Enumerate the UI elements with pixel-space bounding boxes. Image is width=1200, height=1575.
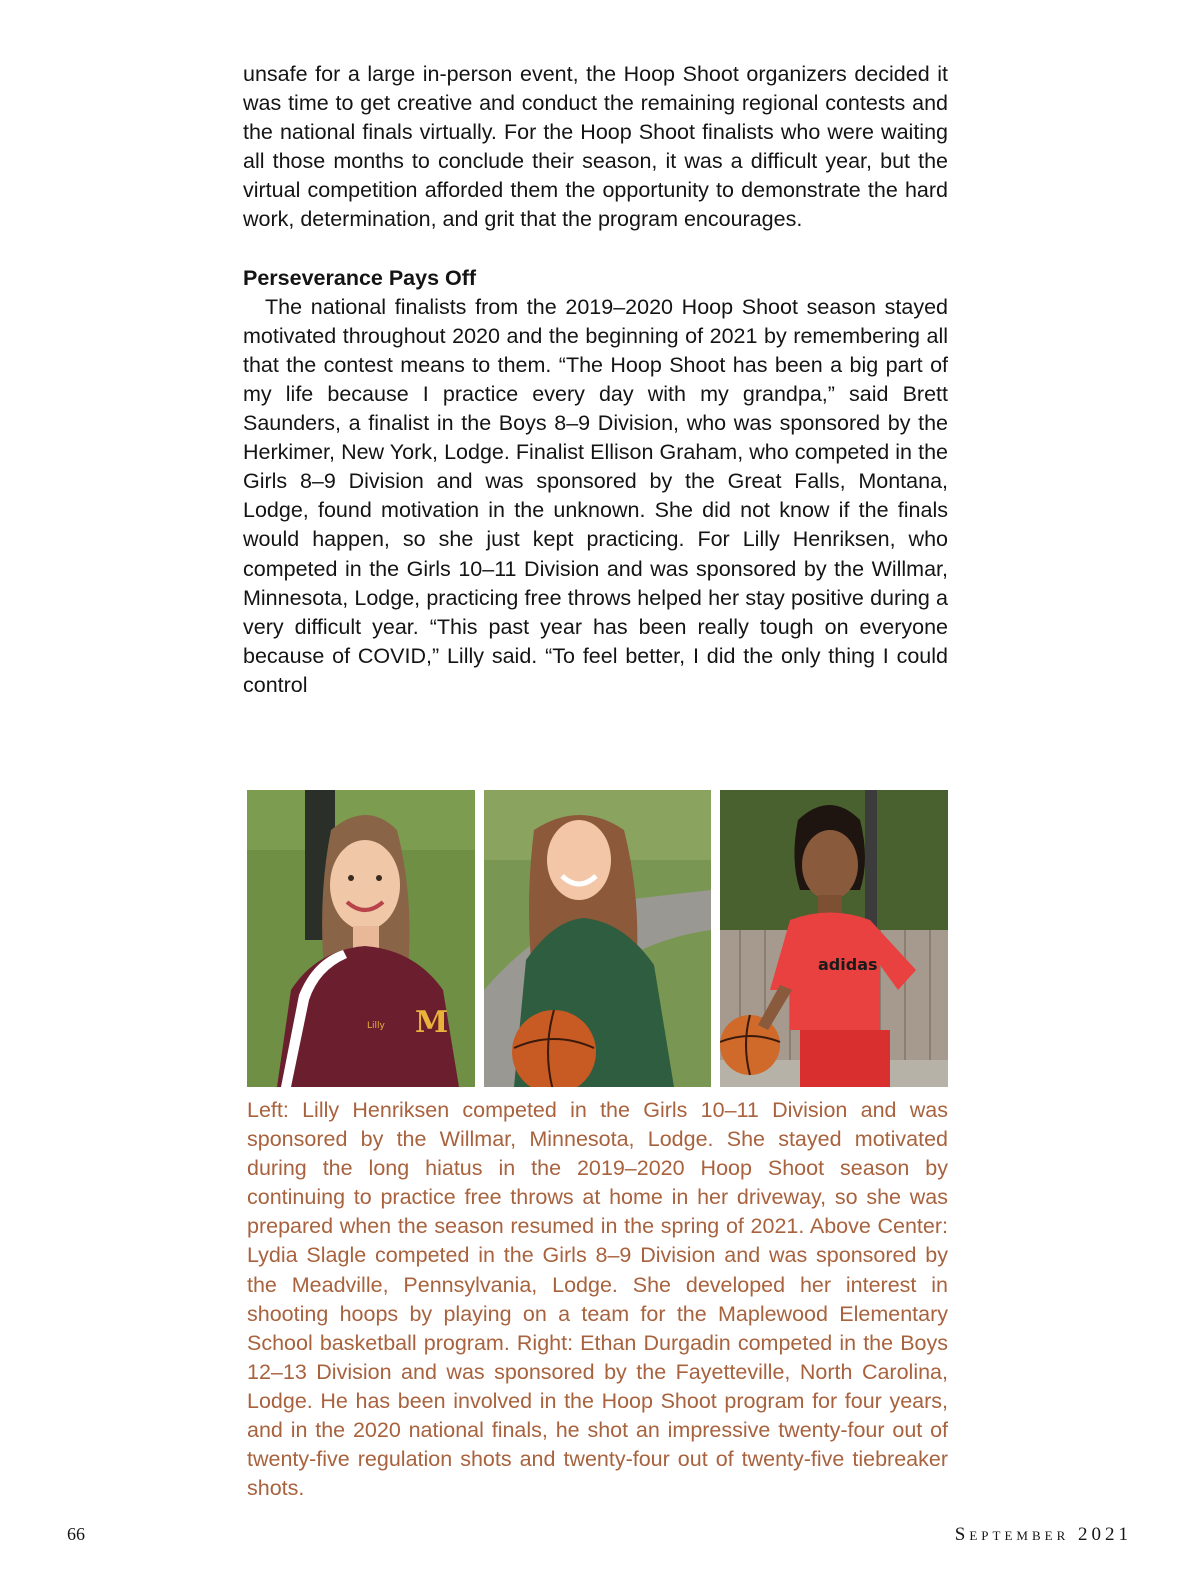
eye-left bbox=[348, 875, 354, 881]
photo-ethan-durgadin bbox=[720, 790, 948, 1087]
photo-ethan-illustration bbox=[720, 790, 948, 1087]
red-shorts bbox=[800, 1030, 890, 1087]
jacket-name: Lilly bbox=[367, 1021, 385, 1031]
photo-lydia-illustration bbox=[484, 790, 711, 1087]
shirt-brand: adidas bbox=[818, 955, 878, 974]
article-body bbox=[243, 60, 948, 700]
face bbox=[802, 830, 858, 900]
section-paragraph: The national finalists from the 2019–2020 Hoop Shoot season stayed motivated throughout 2020 and the beginning of 2021 by remembering all that the contest means to them. “The Hoop Shoot has been a big part of my life because I practice every day with my grandpa,” said Brett Saunders, a finalist in the Boys 8–9 Division, who was sponsored by the Herkimer, New York, Lodge. Finalist Ellison Graham, who competed in the Girls 8–9 Division and was sponsored by the Great Falls, Montana, Lodge, found motivation in the unknown. She did not know if the finals would happen, so she just kept practicing. For Lilly Henriksen, who competed in the Girls 10–11 Division and was sponsored by the Willmar, Minnesota, Lodge, practicing free throws helped her stay positive during a very difficult year. “This past year has been really tough on everyone because of COVID,” Lilly said. “To feel better, I did the only thing I could control bbox=[243, 294, 948, 697]
photo-strip bbox=[247, 790, 948, 1087]
neck bbox=[353, 926, 379, 948]
jacket-letter: M bbox=[415, 1005, 449, 1040]
hoop-pole bbox=[865, 790, 877, 930]
photo-lilly-henriksen bbox=[247, 790, 475, 1087]
face bbox=[547, 820, 611, 900]
photo-lilly-illustration bbox=[247, 790, 475, 1087]
intro-paragraph: unsafe for a large in-person event, the Hoop Shoot organizers decided it was time to get creative and conduct the remaining regional contests and the national finals virtually. For the Hoop Shoot finalists who were waiting all those months to conclude their season, it was a difficult year, but the virtual competition afforded them the opportunity to demonstrate the hard work, determination, and grit that the program encourages. bbox=[243, 62, 948, 232]
section-heading: Perseverance Pays Off bbox=[243, 265, 477, 290]
photo-lydia-slagle bbox=[484, 790, 711, 1087]
face bbox=[330, 840, 400, 930]
photo-caption: Left: Lilly Henriksen competed in the Girls 10–11 Division and was sponsored by the Willmar, Minnesota, Lodge. She stayed motivated during the long hiatus in the 2019–2020 Hoop Shoot season by continuing to practice free throws at home in her driveway, so she was prepared when the season resumed in the spring of 2021. Above Center: Lydia Slagle competed in the Girls 8–9 Division and was sponsored by the Meadville, Pennsylvania, Lodge. She developed her interest in shooting hoops by playing on a team for the Maplewood Elementary School basketball program. Right: Ethan Durgadin competed in the Boys 12–13 Division and was sponsored by the Fayetteville, North Carolina, Lodge. He has been involved in the Hoop Shoot program for four years, and in the 2020 national finals, he shot an impressive twenty-four out of twenty-five regulation shots and twenty-four out of twenty-five tiebreaker shots. bbox=[247, 1098, 948, 1501]
neck bbox=[818, 895, 842, 915]
eye-right bbox=[376, 875, 382, 881]
page-number: 66 bbox=[67, 1524, 85, 1544]
issue-date: September 2021 bbox=[954, 1524, 1132, 1545]
